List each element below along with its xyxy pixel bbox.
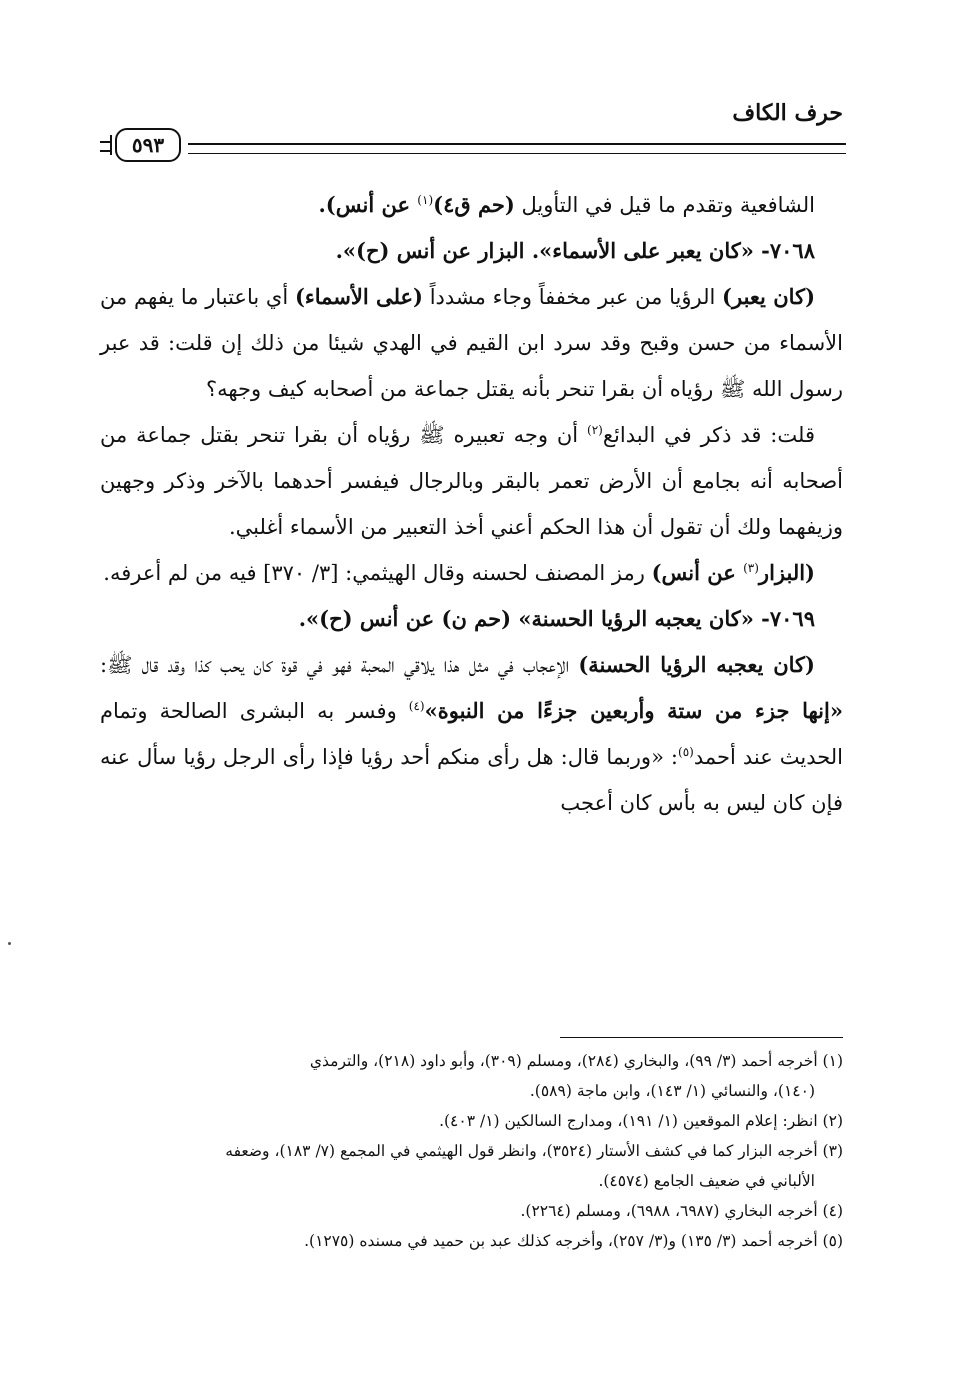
footnote-ref: (٥): [678, 745, 694, 759]
footnote: (٤) أخرجه البخاري (٦٩٨٧، ٦٩٨٨)، ومسلم (٢٢٦٤).: [520, 1202, 843, 1220]
main-text: [100, 182, 843, 826]
scan-speck: [8, 942, 11, 945]
hadith-heading-7068: ٧٠٦٨- «كان يعبر على الأسماء». البزار عن أنس (ح)».: [335, 238, 815, 263]
footnote-ref: (٤): [408, 699, 425, 713]
footnote-ref: (٣): [743, 561, 759, 575]
paragraph-continuation: الشافعية وتقدم ما قيل في التأويل (حم ق٤)$^{(١)}$ عن أنس).: [318, 192, 815, 217]
footnote: (٣) أخرجه البزار كما في كشف الأستار (٣٥٢٤)، وانظر قول الهيثمي في المجمع (٧/ ١٨٣)، وضعفه الألباني في ضعيف الجامع (٤٥٧٤).: [225, 1142, 843, 1190]
footnote-ref: (١): [417, 193, 434, 207]
footnote: (٢) انظر: إعلام الموقعين (١/ ١٩١)، ومدارج السالكين (١/ ٤٠٣).: [439, 1112, 843, 1130]
commentary-paragraph: (كان يعبر) الرؤيا من عبر مخففاً وجاء مشدداً (على الأسماء) أي باعتبار ما يفهم من الأسماء من حسن وقبح وقد سرد ابن القيم في الهدي شيئا من ذلك إن قلت: قد عبر رسول الله ﷺ رؤياه أن بقرا تنحر بأنه يقتل جماعة من أصحابه كيف وجهه؟: [100, 284, 843, 401]
page-number: ٥٩٣: [115, 128, 181, 162]
header-ornament: [100, 141, 110, 152]
commentary-paragraph: (البزار$^{(٣)}$ عن أنس) رمز المصنف لحسنه وقال الهيثمي: [٣/ ٣٧٠] فيه من لم أعرفه.: [103, 560, 815, 585]
footnote: (١) أخرجه أحمد (٣/ ٩٩)، والبخاري (٢٨٤)، ومسلم (٣٠٩)، وأبو داود (٢١٨)، والترمذي (١٤٠)، والنسائي (١/ ١٤٣)، وابن ماجة (٥٨٩).: [309, 1052, 843, 1100]
footnotes: [100, 1046, 843, 1256]
commentary-paragraph: قلت: قد ذكر في البدائع$^{(٢)}$ أن وجه تعبيره ﷺ رؤياه أن بقرا تنحر بقتل جماعة من أصحابه أنه بجامع أن الأرض تعمر بالبقر وبالرجال فيفسر أحدهما بالآخر وذكر وجهين وزيفهما ولك أن تقول أن هذا الحكم أعني أخذ التعبير من الأسماء أغلبي.: [100, 423, 843, 539]
footnote: (٥) أخرجه أحمد (٣/ ١٣٥) و(٣/ ٢٥٧)، وأخرجه كذلك عبد بن حميد في مسنده (١٢٧٥).: [304, 1232, 843, 1250]
footnote-ref: (٢): [587, 423, 603, 437]
footnote-separator: [560, 1037, 843, 1038]
chapter-title: حرف الكاف: [732, 100, 843, 126]
header-rule: [188, 143, 846, 154]
commentary-paragraph: (كان يعجبه الرؤيا الحسنة) الإعجاب في مثل هذا يلاقي المحبة فهو في قوة كان يحب كذا وقد قال ﷺ: «إنها جزء من ستة وأربعين جزءًا من النبوة»$^{(٤)}$ وفسر به البشرى الصالحة وتمام الحديث عند أحمد$^{(٥)}$: «وربما قال: هل رأى منكم أحد رؤيا فإذا رأى الرجل رؤيا سأل عنه فإن كان ليس به بأس كان أعجب: [100, 652, 844, 815]
hadith-heading-7069: ٧٠٦٩- «كان يعجبه الرؤيا الحسنة» (حم ن) عن أنس (ح)».: [298, 606, 815, 631]
